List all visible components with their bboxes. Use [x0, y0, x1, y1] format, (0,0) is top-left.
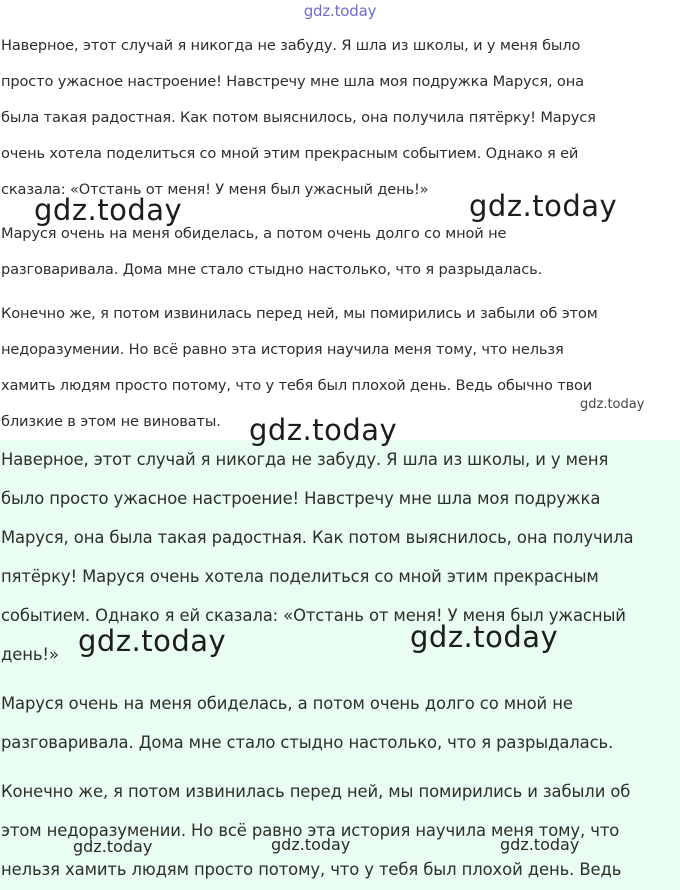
text-line: близкие в этом не виноваты.: [1, 413, 221, 430]
watermark: gdz.today: [34, 193, 183, 227]
text-line: событием. Однако я ей сказала: «Отстань от меня! У меня был ужасный: [1, 606, 626, 625]
paragraph: [0, 28, 680, 208]
text-line: сказала: «Отстань от меня! У меня был ужасный день!»: [1, 181, 429, 198]
text-line: Конечно же, я потом извинилась перед ней, мы помирились и забыли об этом: [1, 305, 598, 322]
watermark: gdz.today: [78, 624, 227, 658]
paragraph: [0, 684, 680, 762]
watermark: gdz.today: [249, 413, 398, 447]
watermark: gdz.today: [469, 189, 618, 223]
text-line: Маруся очень на меня обиделась, а потом очень долго со мной не: [1, 225, 507, 242]
watermark: gdz.today: [271, 835, 351, 854]
text-line: разговаривала. Дома мне стало стыдно настолько, что я разрыдалась.: [1, 733, 614, 752]
watermark: gdz.today: [410, 620, 559, 654]
text-line: просто ужасное настроение! Навстречу мне шла моя подружка Маруся, она: [1, 73, 584, 90]
text-line: Наверное, этот случай я никогда не забуду. Я шла из школы, и у меня: [1, 450, 609, 469]
answer-text-block: [0, 440, 680, 890]
text-line: Маруся, она была такая радостная. Как потом выяснилось, она получила: [1, 528, 634, 547]
text-line: Маруся очень на меня обиделась, а потом очень долго со мной не: [1, 694, 573, 713]
text-line: этом недоразумении. Но всё равно эта история научила меня тому, что: [1, 821, 620, 840]
watermark: gdz.today: [580, 397, 645, 412]
text-line: была такая радостная. Как потом выяснилось, она получила пятёрку! Маруся: [1, 109, 596, 126]
text-line: хамить людям просто потому, что у тебя был плохой день. Ведь обычно твои: [1, 377, 593, 394]
text-line: разговаривала. Дома мне стало стыдно настолько, что я разрыдалась.: [1, 261, 543, 278]
text-line: Конечно же, я потом извинилась перед ней, мы помирились и забыли об: [1, 782, 631, 801]
paragraph: [0, 772, 680, 889]
original-text-block: [0, 28, 680, 440]
site-logo-watermark: gdz.today: [303, 2, 377, 20]
watermark: gdz.today: [73, 837, 153, 856]
text-line: день!»: [1, 645, 59, 664]
text-line: было просто ужасное настроение! Навстречу мне шла моя подружка: [1, 489, 601, 508]
text-line: недоразумении. Но всё равно эта история научила меня тому, что нельзя: [1, 341, 564, 358]
text-line: нельзя хамить людям просто потому, что у тебя был плохой день. Ведь: [1, 860, 622, 879]
text-line: пятёрку! Маруся очень хотела поделиться со мной этим прекрасным: [1, 567, 599, 586]
text-line: Наверное, этот случай я никогда не забуду. Я шла из школы, и у меня было: [1, 37, 581, 54]
text-line: очень хотела поделиться со мной этим прекрасным событием. Однако я ей: [1, 145, 579, 162]
watermark: gdz.today: [500, 835, 580, 854]
